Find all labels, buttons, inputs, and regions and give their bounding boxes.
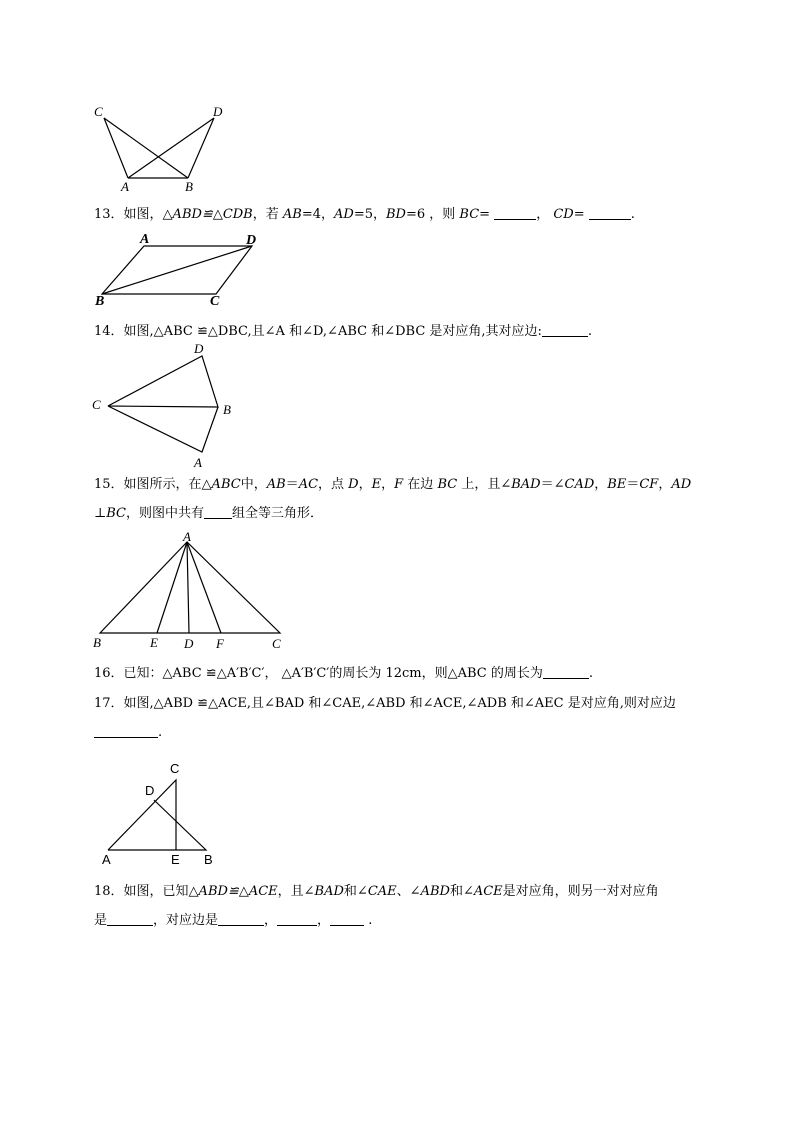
answer-blank-side-1[interactable]	[218, 911, 264, 926]
question-text: 如图,△ABC ≌△DBC,且∠A 和∠D,∠ABC 和∠DBC 是对应角,其对应边:	[123, 324, 542, 339]
segment-ad	[187, 542, 189, 633]
figure-q17-svg	[96, 758, 226, 870]
math: BC	[459, 207, 480, 222]
figure-q14-svg	[88, 340, 238, 475]
question-number: 16．	[94, 666, 124, 681]
text: ，若	[252, 207, 283, 222]
label-a: A	[140, 232, 150, 247]
label-d: D	[194, 341, 204, 356]
question-number: 13．	[94, 207, 124, 222]
math: △ABC	[201, 477, 241, 492]
math: CD	[553, 207, 574, 222]
question-16	[94, 659, 704, 688]
math: BC	[106, 506, 126, 521]
text: 是对应角，则另一对对应角	[502, 884, 659, 899]
label-c: C	[272, 636, 281, 651]
answer-blank-side-3[interactable]	[330, 911, 364, 926]
label-c: C	[170, 761, 180, 776]
math: BE	[607, 477, 627, 492]
label-a: A	[183, 529, 191, 544]
math: ABD	[420, 884, 450, 899]
text: ，	[317, 913, 331, 928]
text: ⊥	[94, 506, 107, 521]
math: F	[394, 477, 404, 492]
text: =5，	[353, 207, 386, 222]
text: ，对应边是	[153, 913, 219, 928]
segment-ae	[157, 542, 187, 633]
text: 如图，已知	[123, 884, 189, 899]
answer-blank[interactable]	[94, 723, 158, 738]
question-text: 如图,△ABD ≌△ACE,且∠BAD 和∠CAE,∠ABD 和∠ACE,∠ADB 和∠AEC 是对应角,则对应边	[123, 696, 676, 711]
answer-blank-cd[interactable]	[589, 205, 631, 220]
math: AD	[334, 207, 354, 222]
question-number: 15．	[94, 477, 124, 492]
math: D	[348, 477, 359, 492]
math: AB	[266, 477, 286, 492]
answer-blank-bc[interactable]	[494, 205, 536, 220]
label-c: C	[94, 104, 103, 119]
text: 中，	[240, 477, 267, 492]
triangle-abc	[100, 542, 280, 633]
math: CAD	[564, 477, 595, 492]
text: ＝	[626, 477, 640, 492]
question-number: 17．	[94, 696, 124, 711]
figure-q12-svg	[88, 100, 238, 195]
triangle-ace	[108, 780, 176, 850]
label-c: C	[92, 397, 101, 412]
question-18-line-2	[94, 906, 704, 935]
label-b: B	[93, 635, 101, 650]
text: =6 ，则	[405, 207, 460, 222]
diagonal-bd	[102, 246, 252, 294]
math: CAE	[367, 884, 397, 899]
question-15-line-1	[94, 470, 704, 499]
text: ＝∠	[540, 477, 565, 492]
text: ＝	[285, 477, 299, 492]
text: .	[588, 666, 593, 681]
math: BAD	[314, 884, 344, 899]
text: .	[587, 324, 593, 339]
figure-q14	[88, 340, 238, 475]
math: AB	[282, 207, 302, 222]
answer-blank-side-2[interactable]	[277, 911, 317, 926]
text: ，则图中共有	[125, 506, 204, 521]
question-number: 18．	[94, 884, 124, 899]
label-b: B	[204, 852, 213, 867]
math: E	[371, 477, 382, 492]
label-e: E	[171, 852, 180, 867]
question-number: 14．	[94, 324, 124, 339]
label-d: D	[213, 104, 223, 119]
text: 如图所示，在	[123, 477, 202, 492]
label-d: D	[145, 783, 155, 798]
figure-q13-svg	[92, 230, 272, 310]
segment-af	[187, 542, 221, 633]
text: ，	[381, 477, 395, 492]
text: 和∠	[343, 884, 368, 899]
text: ，	[536, 207, 554, 222]
question-15-line-2	[94, 499, 704, 528]
answer-blank[interactable]	[543, 664, 589, 679]
answer-blank[interactable]	[542, 322, 588, 337]
text: 和∠	[449, 884, 474, 899]
question-18-line-1	[94, 877, 704, 906]
triangle-abd	[108, 800, 206, 850]
question-17-line-2	[94, 718, 704, 747]
question-18	[94, 877, 704, 935]
answer-blank[interactable]	[204, 504, 232, 519]
label-f: F	[216, 636, 224, 651]
label-b: B	[185, 179, 193, 194]
text: 如图，	[123, 207, 163, 222]
question-13	[94, 200, 704, 229]
question-text: 已知：△ABC ≌△A′B′C′， △A′B′C′的周长为 12cm，则△ABC 的周长为	[123, 666, 543, 681]
text: ，	[594, 477, 608, 492]
triangle-cab	[108, 406, 218, 452]
question-17	[94, 689, 704, 747]
text: =	[479, 207, 495, 222]
label-c: C	[210, 294, 220, 309]
label-e: E	[150, 635, 158, 650]
text: =	[573, 207, 589, 222]
math: BC	[437, 477, 458, 492]
text: 上，且∠	[457, 477, 512, 492]
figure-q17	[96, 758, 226, 870]
triangle-cdb	[108, 356, 218, 407]
math: AD	[671, 477, 692, 492]
text: 在边	[403, 477, 438, 492]
text: 、∠	[396, 884, 421, 899]
text: .	[630, 207, 635, 222]
math: AC	[298, 477, 319, 492]
text: ，	[264, 913, 278, 928]
text: ，	[658, 477, 672, 492]
text: ，点	[318, 477, 349, 492]
text: .	[158, 725, 163, 740]
answer-blank-angle[interactable]	[107, 911, 153, 926]
math: ACE	[473, 884, 503, 899]
label-a: A	[121, 179, 129, 194]
label-b: B	[95, 294, 105, 309]
math: △ABD≌△ACE	[188, 884, 278, 899]
question-17-line-1	[94, 689, 704, 718]
figure-q13	[92, 230, 272, 310]
label-a: A	[194, 455, 202, 470]
figure-q15-svg	[90, 529, 290, 654]
math: △ABD≌△CDB	[162, 207, 253, 222]
text: =4，	[301, 207, 335, 222]
math: BD	[386, 207, 406, 222]
math: BAD	[511, 477, 541, 492]
label-d: D	[184, 636, 194, 651]
label-d: D	[246, 233, 257, 248]
math: CF	[639, 477, 659, 492]
label-a: A	[102, 852, 111, 867]
text: 组全等三角形．	[232, 506, 324, 521]
text: ，且∠	[277, 884, 315, 899]
question-15	[94, 470, 704, 528]
text: ，	[358, 477, 372, 492]
text: 是	[94, 913, 108, 928]
label-b: B	[223, 402, 231, 417]
text: .	[364, 913, 373, 928]
figure-q12	[88, 100, 238, 195]
figure-q15	[90, 529, 290, 654]
